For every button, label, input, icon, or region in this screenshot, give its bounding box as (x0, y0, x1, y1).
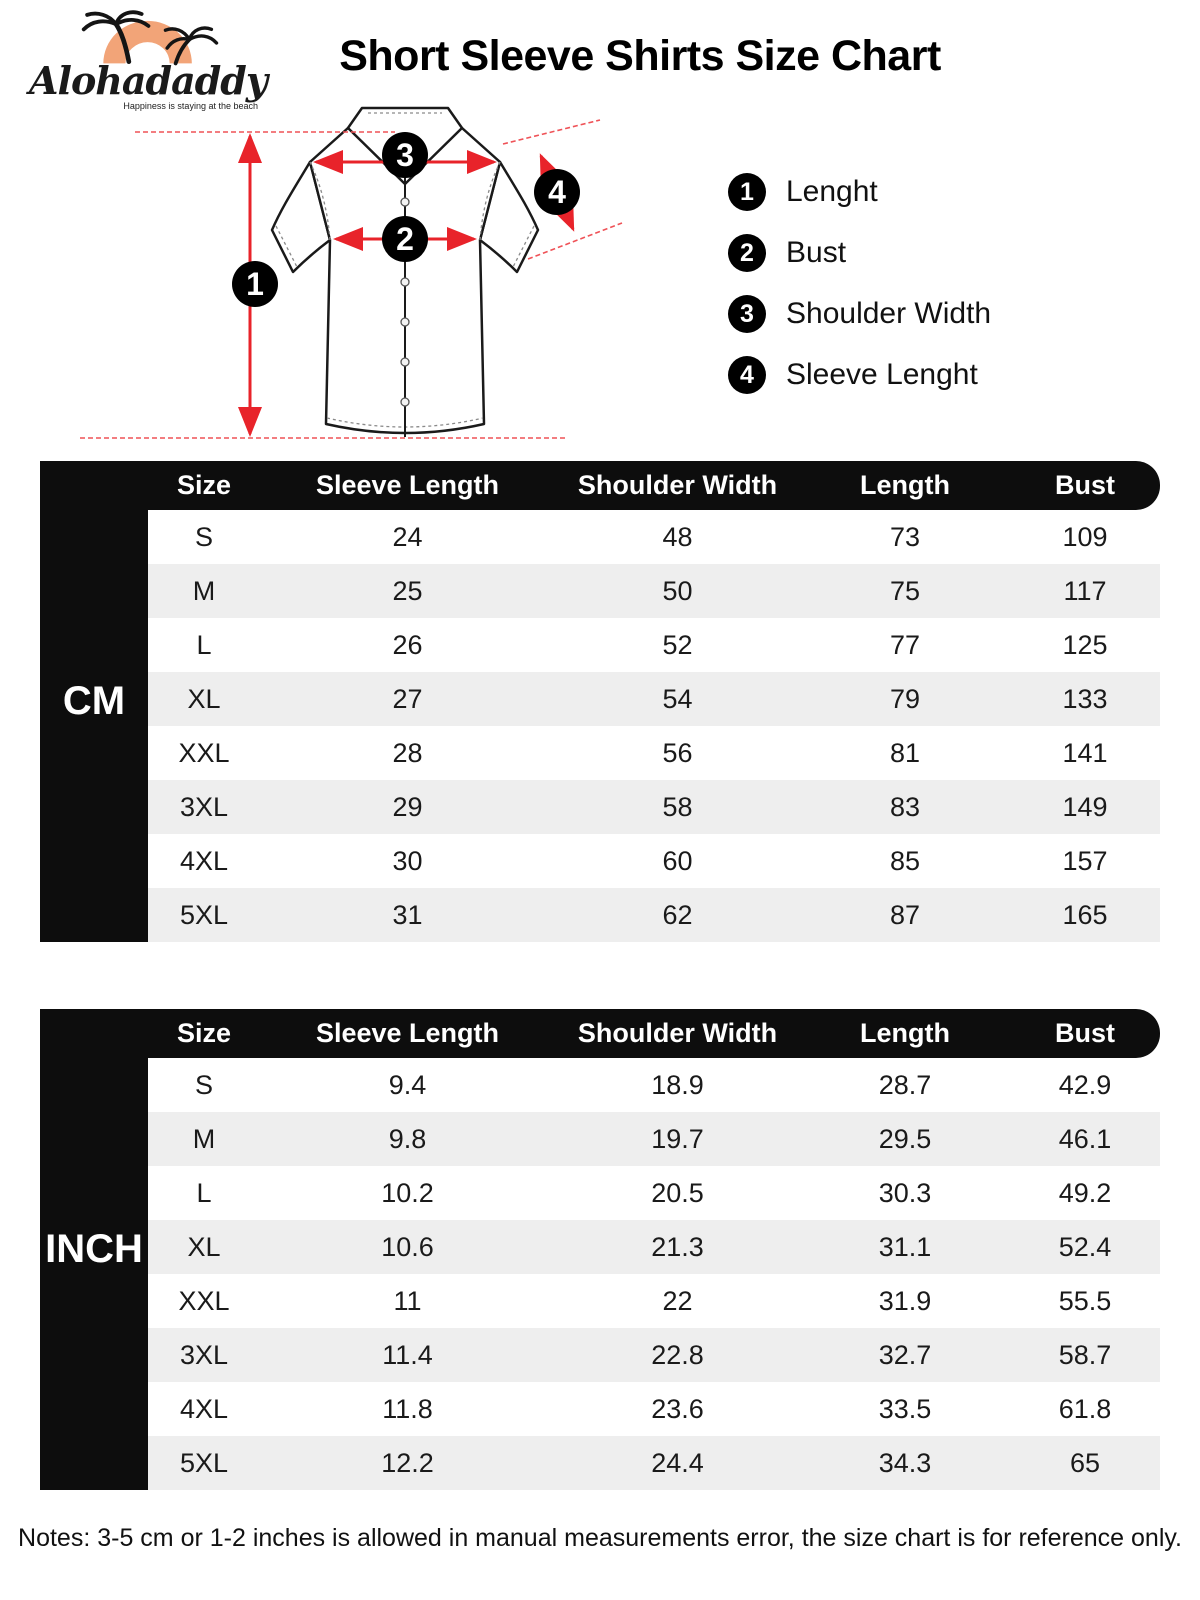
legend-label: Lenght (786, 175, 878, 208)
legend-item (728, 355, 991, 395)
size-cell: L (196, 629, 212, 660)
value-cell: 9.8 (388, 1123, 427, 1154)
value-cell: 77 (889, 629, 921, 660)
legend-item (728, 233, 991, 273)
column-header: Length (860, 1018, 950, 1048)
table-row (148, 510, 1160, 564)
table-row (148, 618, 1160, 672)
value-cell: 56 (662, 737, 693, 768)
value-cell: 60 (662, 845, 693, 876)
value-cell: 24.4 (651, 1447, 704, 1478)
measurement-legend (728, 172, 991, 416)
value-cell: 58.7 (1058, 1339, 1112, 1370)
size-cell: XXL (178, 1285, 230, 1316)
value-cell: 33.5 (878, 1393, 932, 1424)
table-column-headers (148, 461, 1160, 510)
size-cell: M (192, 575, 216, 606)
size-cell: XXL (178, 737, 230, 768)
value-cell: 31 (392, 899, 423, 930)
value-cell: 32.7 (878, 1339, 932, 1370)
size-cell: S (194, 1069, 213, 1100)
cm-size-table (40, 461, 1160, 942)
value-cell: 10.2 (381, 1177, 434, 1208)
inch-size-table (40, 1009, 1160, 1490)
value-cell: 23.6 (651, 1393, 704, 1424)
value-cell: 30.3 (878, 1177, 932, 1208)
value-cell: 20.5 (651, 1177, 704, 1208)
shirt-diagram-art (60, 92, 700, 452)
column-header: Sleeve Length (315, 470, 500, 500)
value-cell: 50 (662, 575, 693, 606)
table-row (148, 564, 1160, 618)
legend-number-badge: 4 (728, 356, 766, 394)
value-cell: 9.4 (388, 1069, 427, 1100)
value-cell: 11.4 (382, 1339, 433, 1370)
brand-tagline: Happiness is staying at the beach (123, 101, 258, 111)
legend-item (728, 172, 991, 212)
table-column-headers (148, 1009, 1160, 1058)
legend-number-badge: 3 (728, 295, 766, 333)
value-cell: 29 (392, 791, 423, 822)
value-cell: 24 (392, 521, 423, 552)
table-row (148, 672, 1160, 726)
value-cell: 49.2 (1058, 1177, 1112, 1208)
column-header: Size (176, 470, 232, 500)
size-cell: 3XL (179, 791, 229, 822)
value-cell: 31.1 (878, 1231, 932, 1262)
table-row (148, 1382, 1160, 1436)
legend-label: Bust (786, 236, 847, 269)
value-cell: 25 (392, 575, 423, 606)
column-header: Sleeve Length (315, 1018, 500, 1048)
value-cell: 109 (1062, 521, 1108, 552)
value-cell: 65 (1069, 1447, 1101, 1478)
value-cell: 11 (393, 1285, 422, 1316)
value-cell: 52 (662, 629, 693, 660)
table-row (148, 1436, 1160, 1490)
legend-label: Sleeve Lenght (786, 358, 978, 391)
diagram-badge-2: 2 (396, 221, 414, 257)
size-cell: XL (187, 1231, 221, 1262)
column-header: Length (860, 470, 950, 500)
table-row (148, 1220, 1160, 1274)
value-cell: 28 (392, 737, 423, 768)
value-cell: 133 (1062, 683, 1108, 714)
value-cell: 10.6 (381, 1231, 434, 1262)
value-cell: 31.9 (878, 1285, 932, 1316)
size-cell: 3XL (179, 1339, 229, 1370)
value-cell: 52.4 (1058, 1231, 1112, 1262)
value-cell: 42.9 (1058, 1069, 1112, 1100)
value-cell: 48 (662, 521, 693, 552)
value-cell: 165 (1062, 899, 1108, 930)
value-cell: 22.8 (651, 1339, 704, 1370)
value-cell: 117 (1063, 575, 1107, 606)
value-cell: 34.3 (878, 1447, 932, 1478)
value-cell: 73 (889, 521, 921, 552)
value-cell: 27 (392, 683, 423, 714)
value-cell: 22 (662, 1285, 693, 1316)
legend-number-badge: 1 (728, 173, 766, 211)
size-cell: 4XL (179, 845, 229, 876)
table-body (148, 1058, 1160, 1490)
legend-item (728, 294, 991, 334)
table-row (148, 1112, 1160, 1166)
column-header: Shoulder Width (577, 470, 778, 500)
value-cell: 83 (889, 791, 921, 822)
size-cell: 5XL (179, 899, 229, 930)
value-cell: 12.2 (381, 1447, 434, 1478)
table-header (40, 461, 1160, 510)
value-cell: 61.8 (1058, 1393, 1112, 1424)
table-row (148, 780, 1160, 834)
value-cell: 79 (889, 683, 921, 714)
table-header (40, 1009, 1160, 1058)
diagram-badge-4: 4 (548, 174, 566, 210)
size-cell: 5XL (179, 1447, 229, 1478)
size-cell: XL (187, 683, 221, 714)
value-cell: 18.9 (651, 1069, 704, 1100)
value-cell: 75 (889, 575, 921, 606)
legend-label: Shoulder Width (786, 297, 992, 330)
brand-name: Alohadaddy (29, 58, 267, 103)
size-cell: 4XL (179, 1393, 229, 1424)
column-header: Bust (1055, 1018, 1115, 1048)
table-row (148, 726, 1160, 780)
size-cell: M (192, 1123, 216, 1154)
legend-number-badge: 2 (728, 234, 766, 272)
value-cell: 26 (392, 629, 423, 660)
value-cell: 87 (889, 899, 921, 930)
value-cell: 149 (1062, 791, 1108, 822)
value-cell: 54 (662, 683, 693, 714)
shirt-measurement-diagram (60, 92, 700, 452)
diagram-badge-3: 3 (396, 137, 414, 173)
value-cell: 58 (662, 791, 693, 822)
value-cell: 11.8 (382, 1393, 433, 1424)
value-cell: 81 (889, 737, 921, 768)
column-header: Bust (1055, 470, 1115, 500)
table-body (148, 510, 1160, 942)
unit-label-cm: CM (40, 461, 148, 942)
value-cell: 30 (392, 845, 423, 876)
table-row (148, 888, 1160, 942)
page-title: Short Sleeve Shirts Size Chart (339, 32, 941, 80)
table-row (148, 1058, 1160, 1112)
diagram-badge-1: 1 (246, 266, 264, 302)
value-cell: 157 (1062, 845, 1108, 876)
value-cell: 21.3 (651, 1231, 704, 1262)
table-row (148, 834, 1160, 888)
value-cell: 29.5 (878, 1123, 932, 1154)
table-row (148, 1166, 1160, 1220)
value-cell: 125 (1062, 629, 1108, 660)
value-cell: 19.7 (651, 1123, 704, 1154)
unit-label-inch: INCH (40, 1009, 148, 1490)
size-cell: L (196, 1177, 212, 1208)
value-cell: 55.5 (1058, 1285, 1112, 1316)
table-row (148, 1274, 1160, 1328)
size-cell: S (194, 521, 213, 552)
value-cell: 141 (1062, 737, 1108, 768)
value-cell: 46.1 (1058, 1123, 1112, 1154)
value-cell: 62 (662, 899, 693, 930)
column-header: Size (176, 1018, 232, 1048)
value-cell: 85 (889, 845, 921, 876)
table-row (148, 1328, 1160, 1382)
value-cell: 28.7 (878, 1069, 932, 1100)
column-header: Shoulder Width (577, 1018, 778, 1048)
notes-text: Notes: 3-5 cm or 1-2 inches is allowed in manual measurements error, the size chart is for reference only. (18, 1524, 1182, 1552)
